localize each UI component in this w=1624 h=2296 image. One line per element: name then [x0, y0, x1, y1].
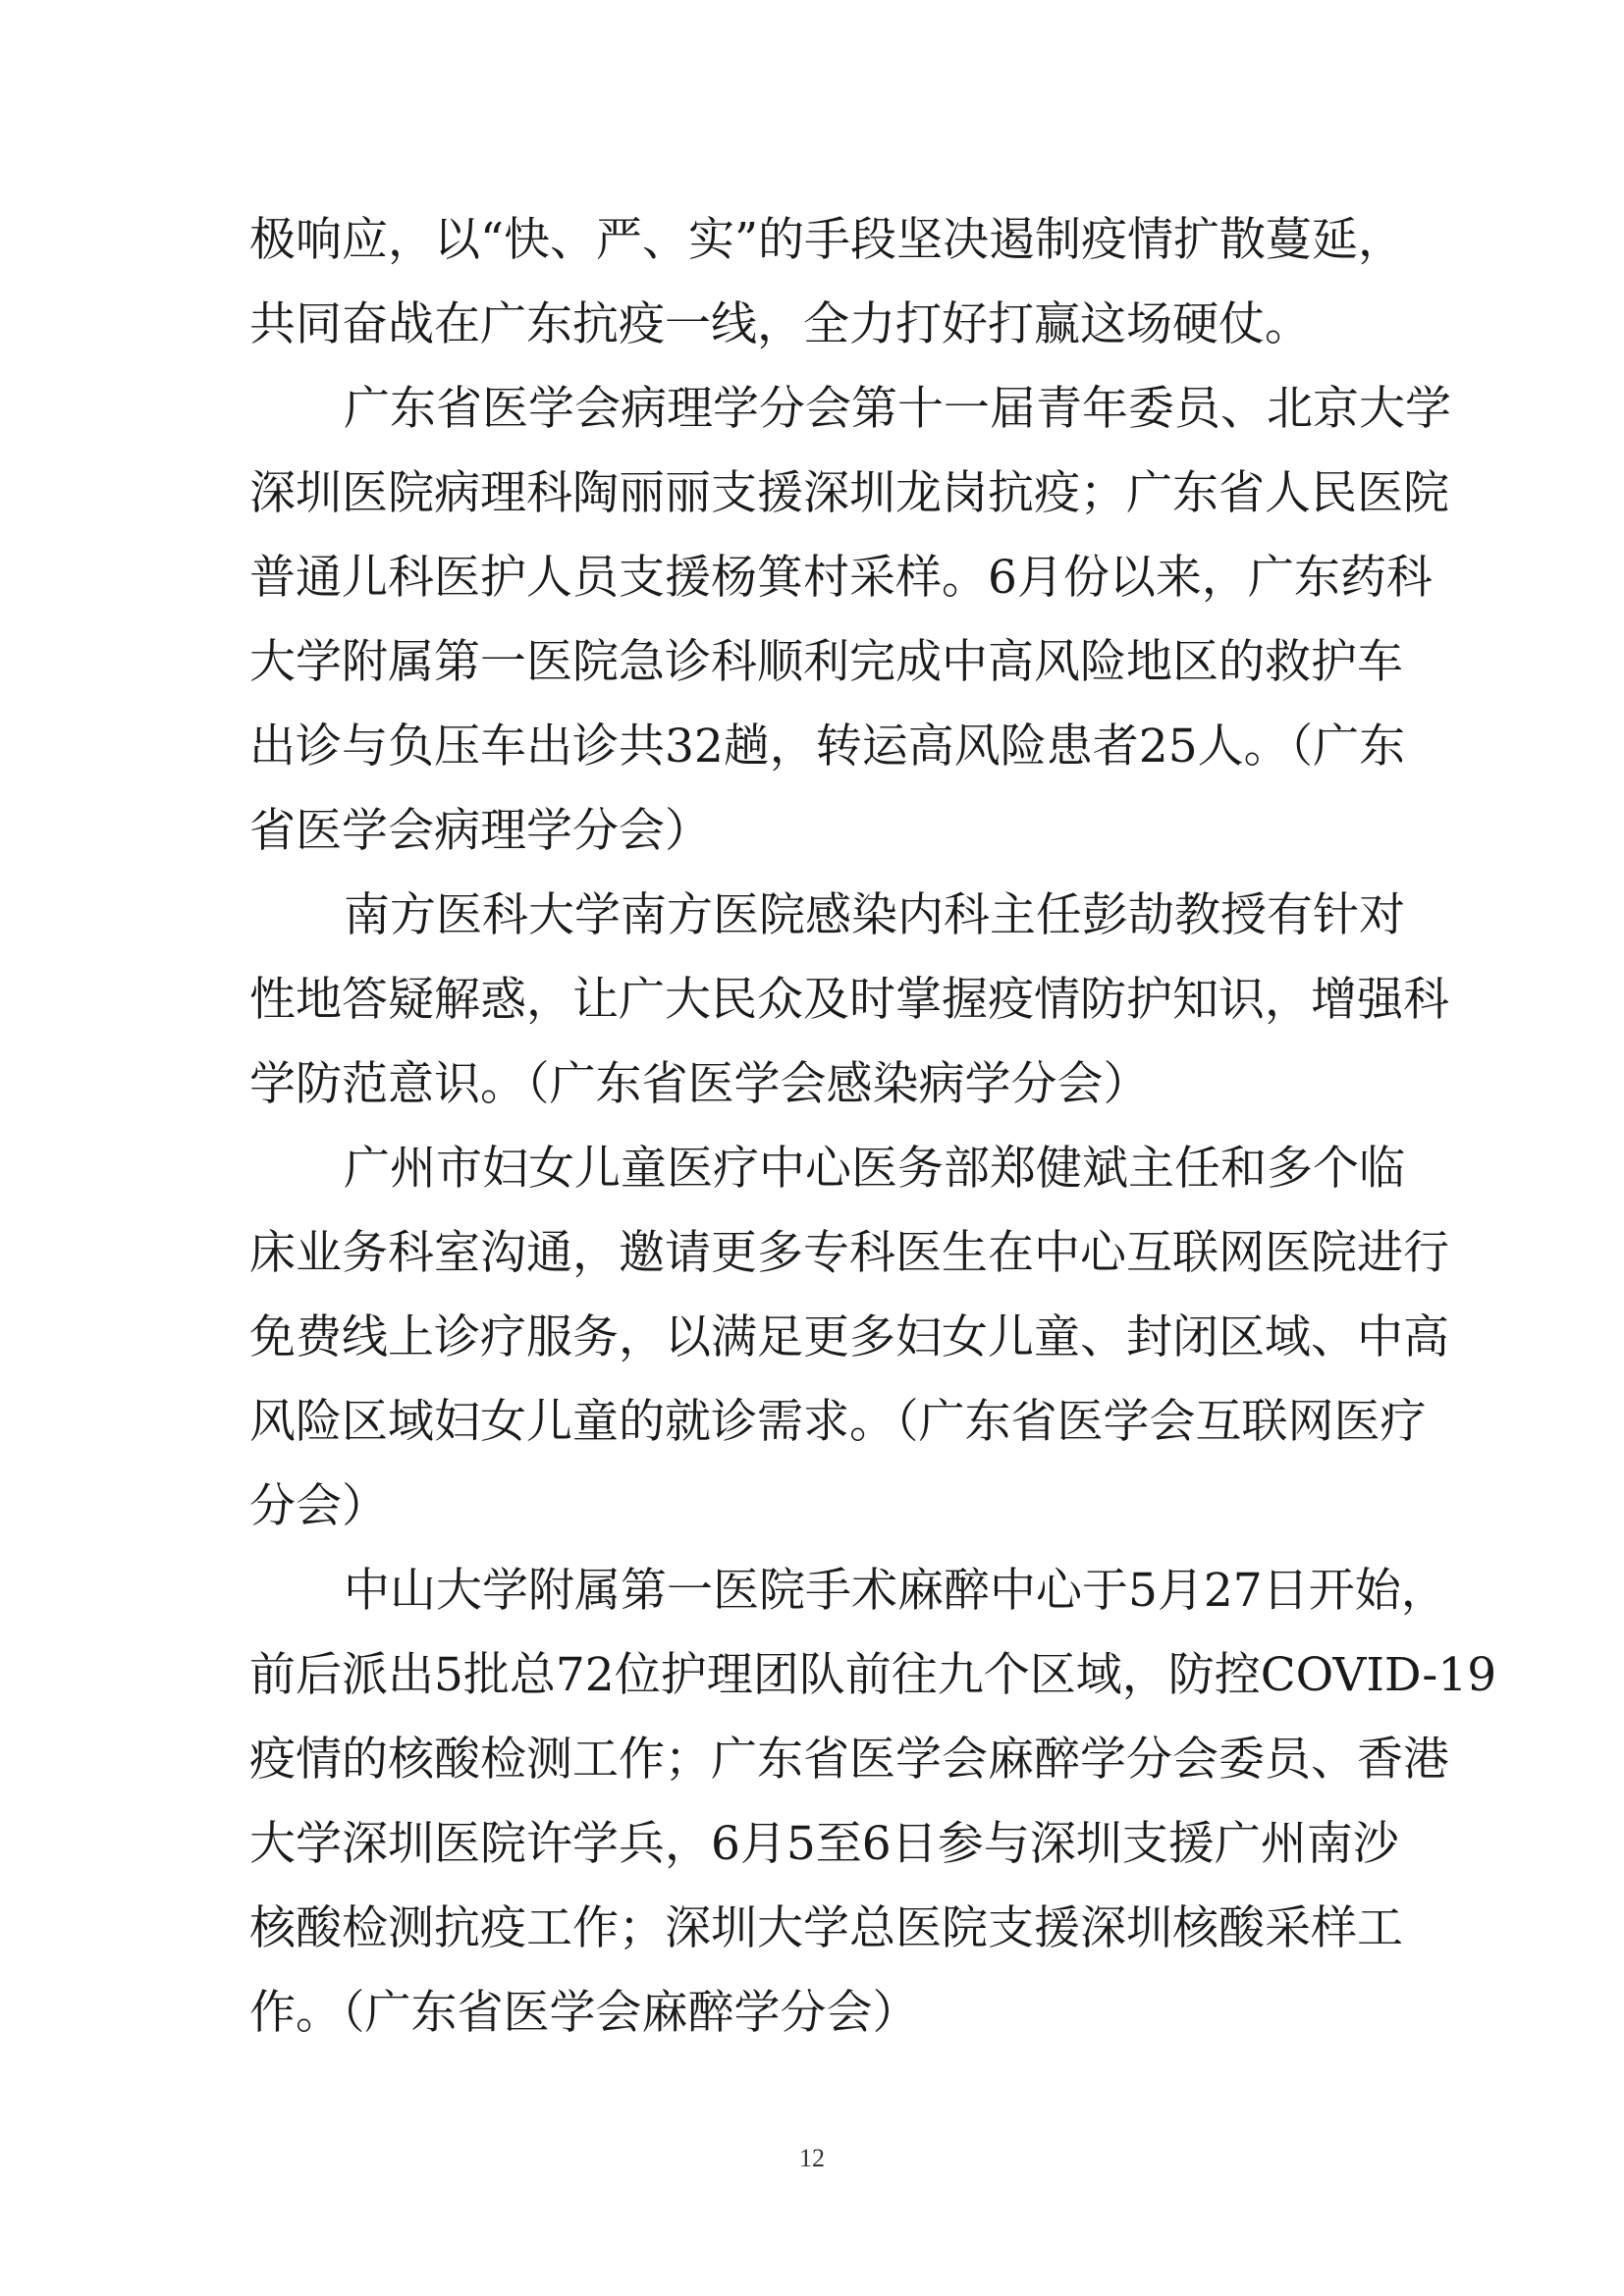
paragraph-line: 省医学会病理学分会） — [249, 804, 711, 858]
paragraph-line: 出诊与负压车出诊共32趟，转运高风险患者25人。（广东 — [249, 720, 1406, 774]
paragraph-line: 共同奋战在广东抗疫一线，全力打好打赢这场硬仗。 — [249, 297, 1311, 351]
paragraph-line: 分会） — [249, 1479, 388, 1533]
paragraph-line: 性地答疑解惑，让广大民众及时掌握疫情防护知识，增强科 — [249, 973, 1449, 1027]
paragraph-line: 广东省医学会病理学分会第十一届青年委员、北京大学 — [344, 382, 1451, 436]
paragraph-line: 中山大学附属第一医院手术麻醉中心于5月27日开始， — [344, 1564, 1447, 1618]
paragraph-line: 作。（广东省医学会麻醉学分会） — [249, 1986, 919, 2040]
paragraph-line: 床业务科室沟通，邀请更多专科医生在中心互联网医院进行 — [249, 1226, 1449, 1280]
paragraph-line: 风险区域妇女儿童的就诊需求。（广东省医学会互联网医疗 — [249, 1395, 1427, 1449]
paragraph-line: 前后派出5批总72位护理团队前往九个区域，防控COVID-19 — [249, 1648, 1497, 1702]
paragraph-line: 疫情的核酸检测工作；广东省医学会麻醉学分会委员、香港 — [249, 1733, 1449, 1787]
paragraph-line: 南方医科大学南方医院感染内科主任彭劼教授有针对 — [344, 888, 1405, 942]
paragraph-line: 学防范意识。（广东省医学会感染病学分会） — [249, 1057, 1150, 1111]
page-number: 12 — [799, 2144, 825, 2172]
paragraph-line: 核酸检测抗疫工作；深圳大学总医院支援深圳核酸采样工 — [249, 1901, 1403, 1955]
paragraph-line: 免费线上诊疗服务，以满足更多妇女儿童、封闭区域、中高 — [249, 1310, 1449, 1364]
paragraph-line: 大学附属第一医院急诊科顺利完成中高风险地区的救护车 — [249, 635, 1403, 689]
paragraph-line: 深圳医院病理科陶丽丽支援深圳龙岗抗疫；广东省人民医院 — [249, 466, 1449, 520]
paragraph-line: 普通儿科医护人员支援杨箕村采样。6月份以来，广东药科 — [249, 551, 1433, 605]
paragraph-line: 极响应，以“快、严、实”的手段坚决遏制疫情扩散蔓延， — [249, 213, 1405, 267]
paragraph-line: 大学深圳医院许学兵，6月5至6日参与深圳支援广州南沙 — [249, 1817, 1399, 1871]
paragraph-line: 广州市妇女儿童医疗中心医务部郑健斌主任和多个临 — [344, 1142, 1405, 1196]
